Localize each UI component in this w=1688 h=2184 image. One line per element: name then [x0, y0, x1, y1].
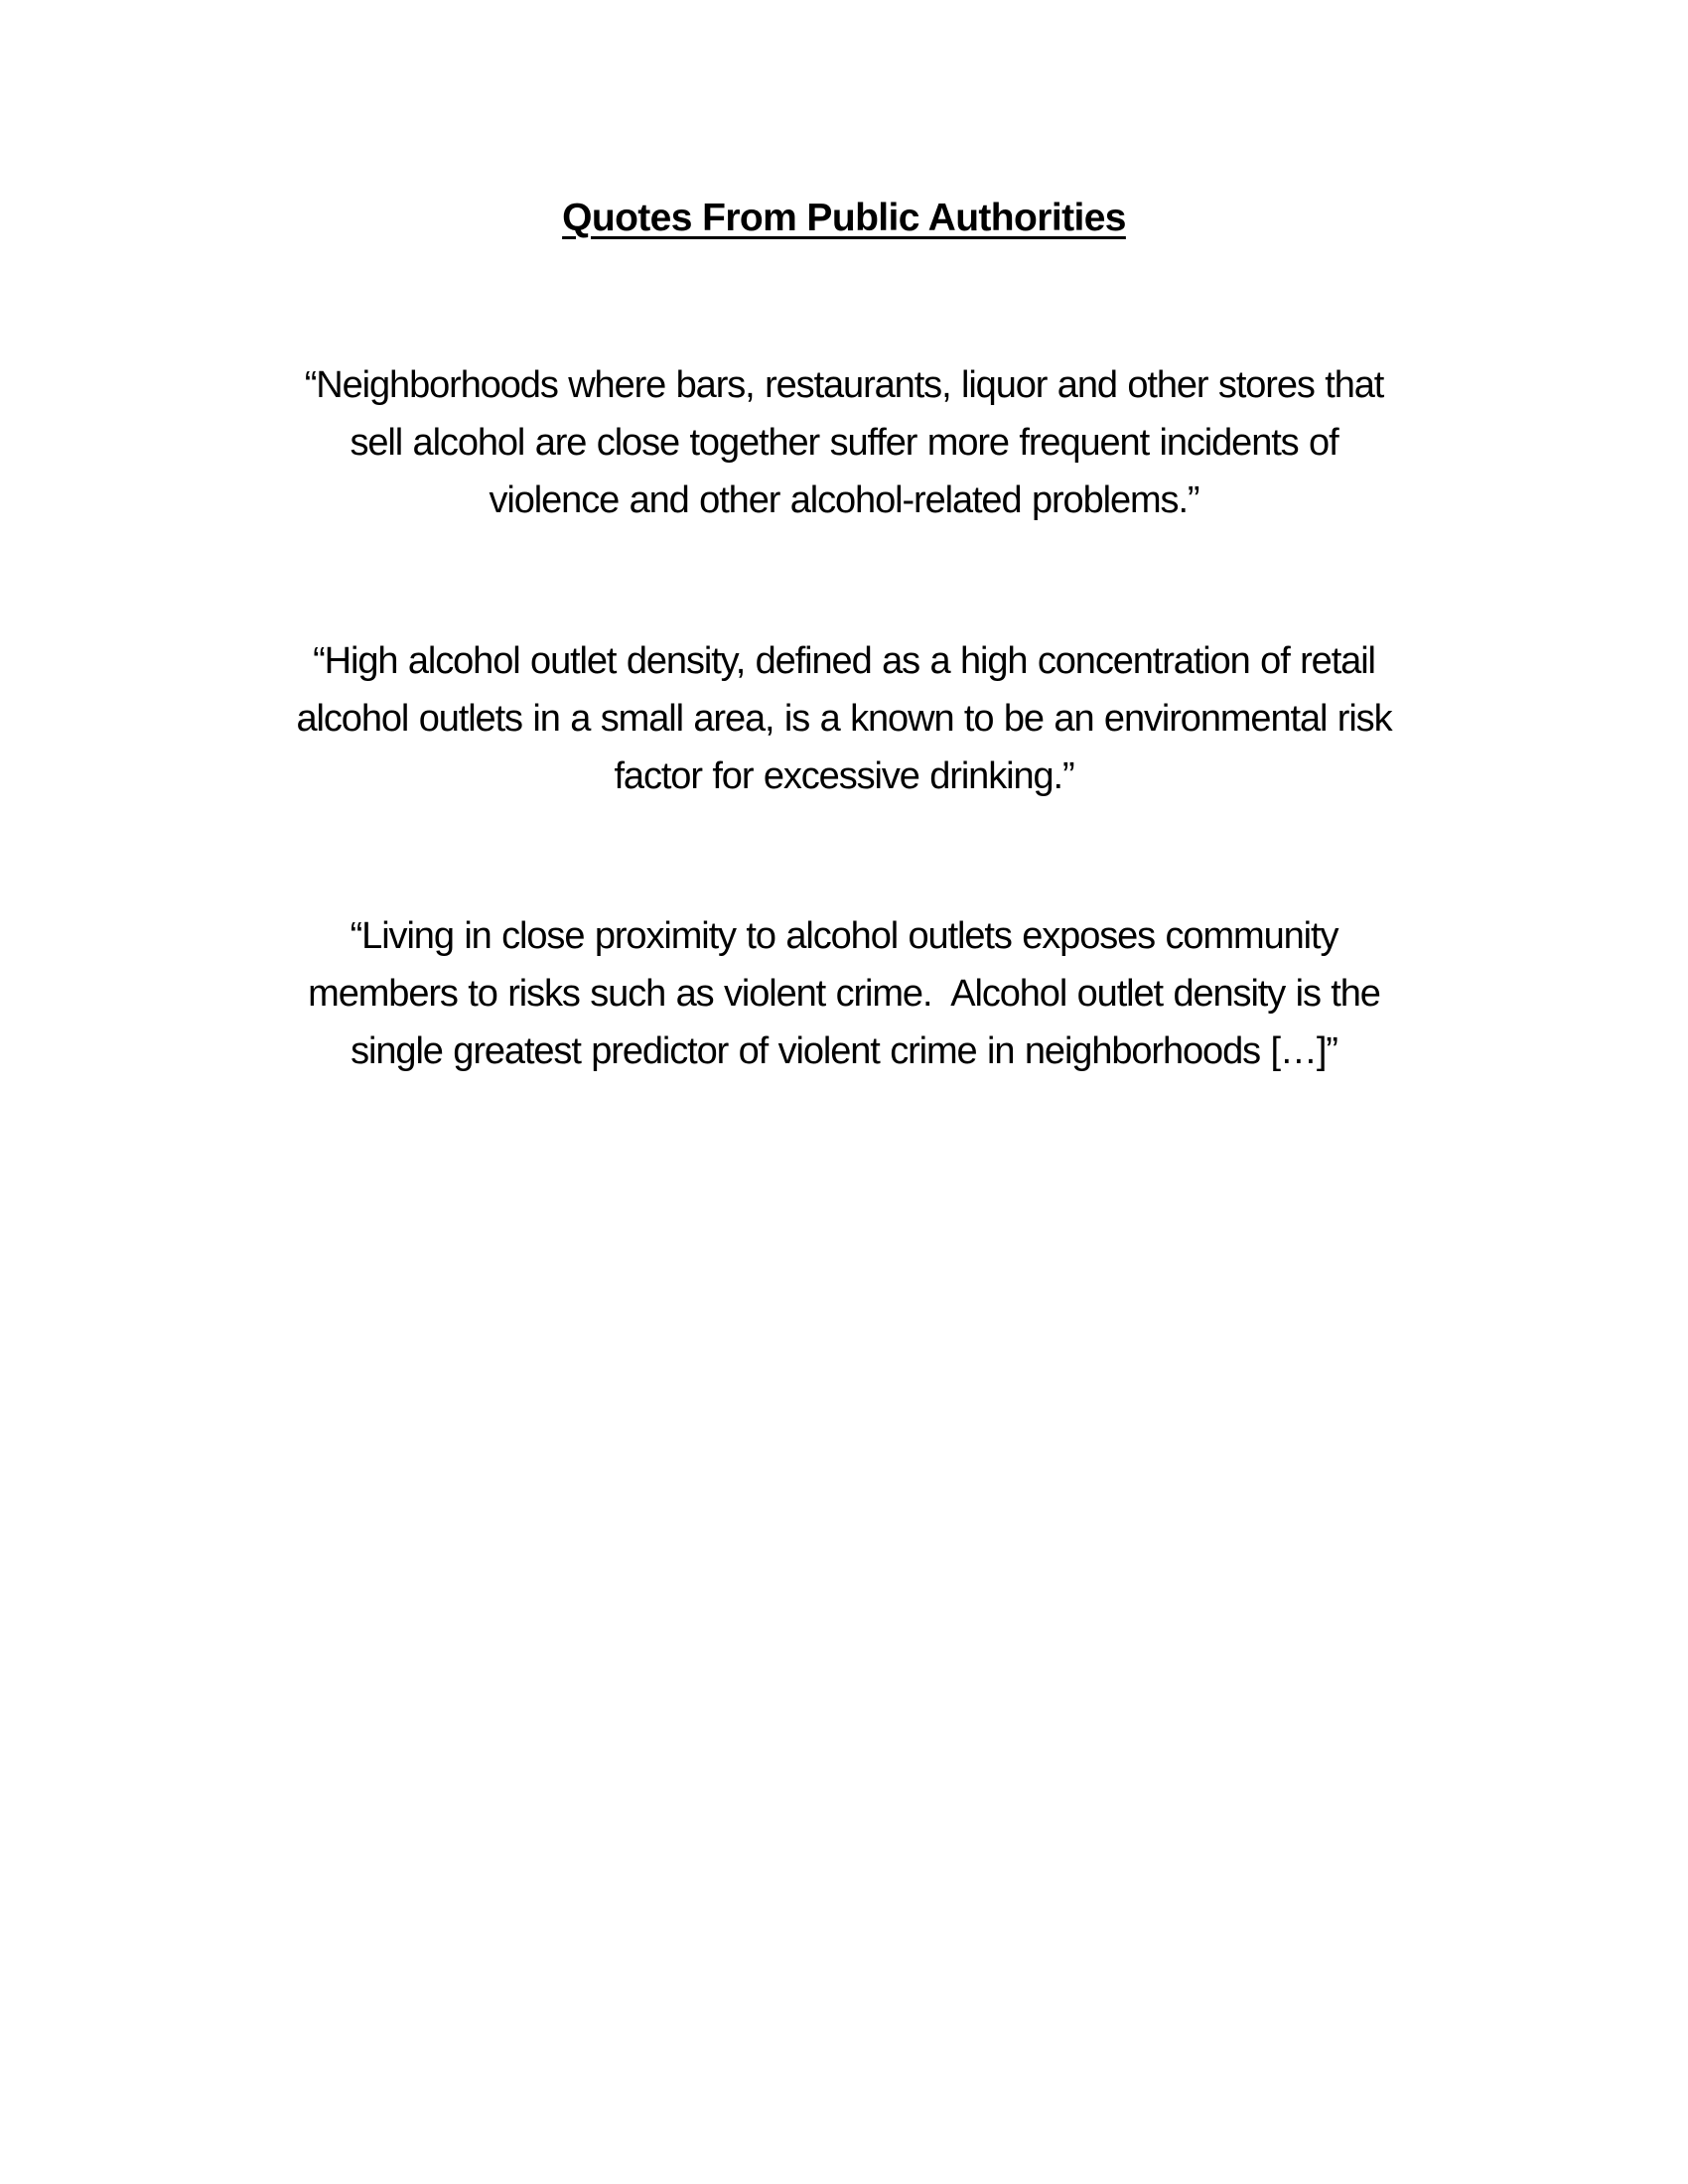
quote-line: sell alcohol are close together suffer more frequent incidents of — [350, 422, 1338, 464]
quote-line: members to risks such as violent crime. Alcohol outlet density is the — [308, 973, 1380, 1015]
quote-line: “High alcohol outlet density, defined as a high concentration of retail — [313, 640, 1375, 682]
quote-block — [0, 632, 1688, 805]
quote-line: factor for excessive drinking.” — [614, 755, 1074, 797]
page-title — [0, 195, 1688, 242]
quote-line: “Neighborhoods where bars, restaurants, liquor and other stores that — [304, 364, 1384, 406]
quote-line: violence and other alcohol-related problems.” — [489, 479, 1199, 521]
page-title-text: Quotes From Public Authorities — [562, 197, 1126, 239]
quote-block — [0, 356, 1688, 529]
quote-line: single greatest predictor of violent crime in neighborhoods […]” — [351, 1030, 1337, 1072]
quote-line: “Living in close proximity to alcohol outlets exposes community — [350, 915, 1338, 957]
quote-block — [0, 907, 1688, 1080]
quote-line: alcohol outlets in a small area, is a known to be an environmental risk — [296, 698, 1392, 740]
